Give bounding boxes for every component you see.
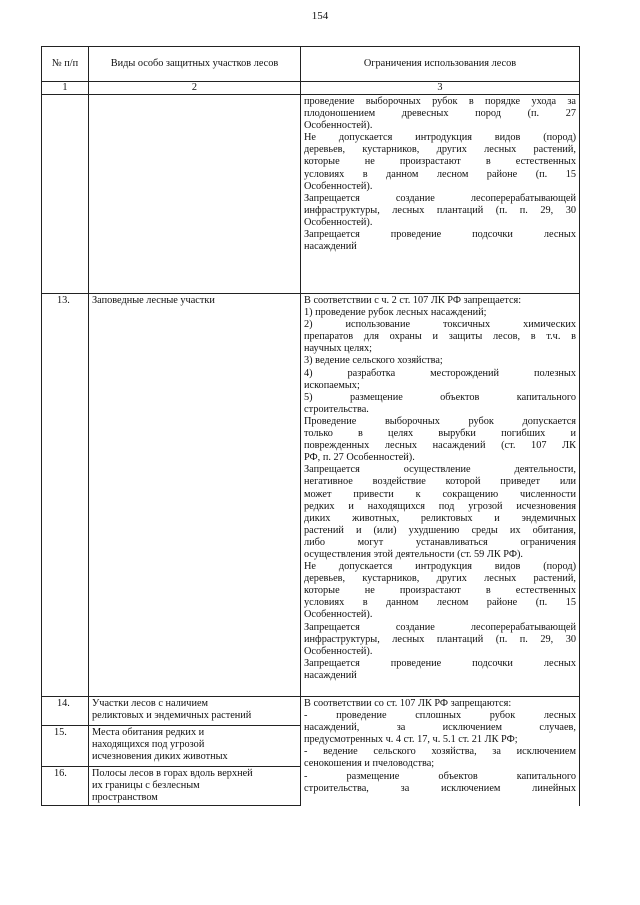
text-line: Особенностей). <box>304 180 373 192</box>
forest-type-cell: Заповедные лесные участки <box>89 294 301 697</box>
text-line: либо могут устанавливаться ограничения <box>304 536 576 548</box>
table-row-14-16 <box>42 697 580 806</box>
text-line: 4) разработка месторождений полезных <box>304 367 576 379</box>
row-number: 16. <box>54 768 67 779</box>
text-line: В соответствии со ст. 107 ЛК РФ запрещаются: <box>304 698 512 709</box>
text-line: редких и находящихся под угрозой исчезновения <box>304 500 576 512</box>
text-line: только в целях вырубки погибших и <box>304 428 576 440</box>
text-line: предусмотренных ч. 4 ст. 17, ч. 5.1 ст. 21 ЛК РФ; <box>304 734 518 746</box>
text-line: деревьев, кустарников, других лесных растений, <box>304 573 576 585</box>
text-line: насаждений <box>304 241 357 253</box>
text-line: насаждений <box>304 669 357 681</box>
text-line: инфраструктуры, лесных плантаций (п. п. 29, 30 <box>304 204 576 216</box>
restrictions-rows-14-16 <box>301 697 580 806</box>
page-number: 154 <box>311 10 329 22</box>
header-col-number: № п/п <box>42 47 89 82</box>
forest-restrictions-table <box>41 46 580 806</box>
text-line: Особенностей). <box>304 645 373 657</box>
text-line: растений и (или) ухудшению среды их обитания, <box>304 524 576 536</box>
header-col-type: Виды особо защитных участков лесов <box>89 47 301 82</box>
forest-type-cell <box>92 698 297 722</box>
text-line: Не допускается интродукция видов (пород) <box>304 132 576 144</box>
text-line: находящихся под угрозой <box>92 739 205 751</box>
text-line: диких животных, реликтовых и эндемичных <box>304 512 576 524</box>
text-line: их границы с безлесным <box>92 780 200 792</box>
table-row-13 <box>42 294 580 697</box>
text-line: Места обитания редких и <box>92 727 205 738</box>
column-numbers-row <box>42 82 580 95</box>
text-line: реликтовых и эндемичных растений <box>92 710 252 722</box>
text-line: Запрещается проведение подсочки лесных <box>304 229 576 241</box>
row-number: 14. <box>57 698 70 709</box>
text-line: Участки лесов с наличием <box>92 698 209 709</box>
text-line: Запрещается создание лесоперерабатывающей <box>304 192 576 204</box>
text-line: препаратов для охраны и защиты лесов, в т.ч. в <box>304 331 576 343</box>
text-line: проведение выборочных рубок в порядке ухода за <box>304 96 576 107</box>
restrictions-continued <box>301 95 580 294</box>
text-line: Особенностей). <box>304 120 373 132</box>
forest-type-cell <box>89 766 300 804</box>
row-number: 13. <box>57 295 70 306</box>
column-number-3: 3 <box>301 82 580 95</box>
text-line: научных целях; <box>304 343 373 355</box>
text-line: условиях в данном лесном районе (п. 15 <box>304 168 576 180</box>
text-line: 3) ведение сельского хозяйства; <box>304 355 443 367</box>
text-line: осуществления этой деятельности (ст. 59 ЛК РФ). <box>304 548 523 560</box>
text-line: - размещение объектов капитального <box>304 770 576 782</box>
text-line: сенокошения и пчеловодства; <box>304 758 435 770</box>
text-line: исчезновения диких животных <box>92 751 228 763</box>
text-line: которые не произрастают в естественных <box>304 585 576 597</box>
text-line: Запрещается создание лесоперерабатывающей <box>304 621 576 633</box>
header-col-restrictions: Ограничения использования лесов <box>301 47 580 82</box>
text-line: инфраструктуры, лесных плантаций (п. п. 29, 30 <box>304 633 576 645</box>
text-line: негативное воздействие которой приведет или <box>304 476 576 488</box>
text-line: 5) размещение объектов капитального <box>304 391 576 403</box>
text-line: условиях в данном лесном районе (п. 15 <box>304 597 576 609</box>
text-line: строительства, за исключением линейных <box>304 782 576 794</box>
text-line: В соответствии с ч. 2 ст. 107 ЛК РФ запрещается: <box>304 295 522 306</box>
text-line: 1) проведение рубок лесных насаждений; <box>304 307 487 319</box>
text-line: строительства. <box>304 403 369 415</box>
text-line: плодоношением древесных пород (п. 27 <box>304 108 576 120</box>
text-line: Полосы лесов в горах вдоль верхней <box>92 768 253 779</box>
text-line: Особенностей). <box>304 609 373 621</box>
text-line: 2) использование токсичных химических <box>304 319 576 331</box>
text-line: Проведение выборочных рубок допускается <box>304 415 576 427</box>
row-number: 15. <box>54 727 67 738</box>
restrictions-row-13 <box>301 294 580 697</box>
text-line: поврежденных лесных насаждений (ст. 107 ЛК <box>304 440 576 452</box>
text-line: - ведение сельского хозяйства, за исключением <box>304 746 576 758</box>
text-line: - проведение сплошных рубок лесных <box>304 710 576 722</box>
text-line: пространством <box>92 792 158 804</box>
table-header-row <box>42 47 580 82</box>
table-row-continued <box>42 95 580 294</box>
forest-type-cell <box>89 725 300 763</box>
text-line: Особенностей). <box>304 216 373 228</box>
text-line: которые не произрастают в естественных <box>304 156 576 168</box>
text-line: Запрещается осуществление деятельности, <box>304 464 576 476</box>
text-line: насаждений, за исключением случаев, <box>304 722 576 734</box>
text-line: РФ, п. 27 Особенностей). <box>304 452 415 464</box>
text-line: Не допускается интродукция видов (пород) <box>304 561 576 573</box>
column-number-2: 2 <box>89 82 301 95</box>
column-number-1: 1 <box>42 82 89 95</box>
text-line: может привести к сокращению численности <box>304 488 576 500</box>
text-line: ископаемых; <box>304 379 360 391</box>
text-line: Запрещается проведение подсочки лесных <box>304 657 576 669</box>
text-line: деревьев, кустарников, других лесных растений, <box>304 144 576 156</box>
